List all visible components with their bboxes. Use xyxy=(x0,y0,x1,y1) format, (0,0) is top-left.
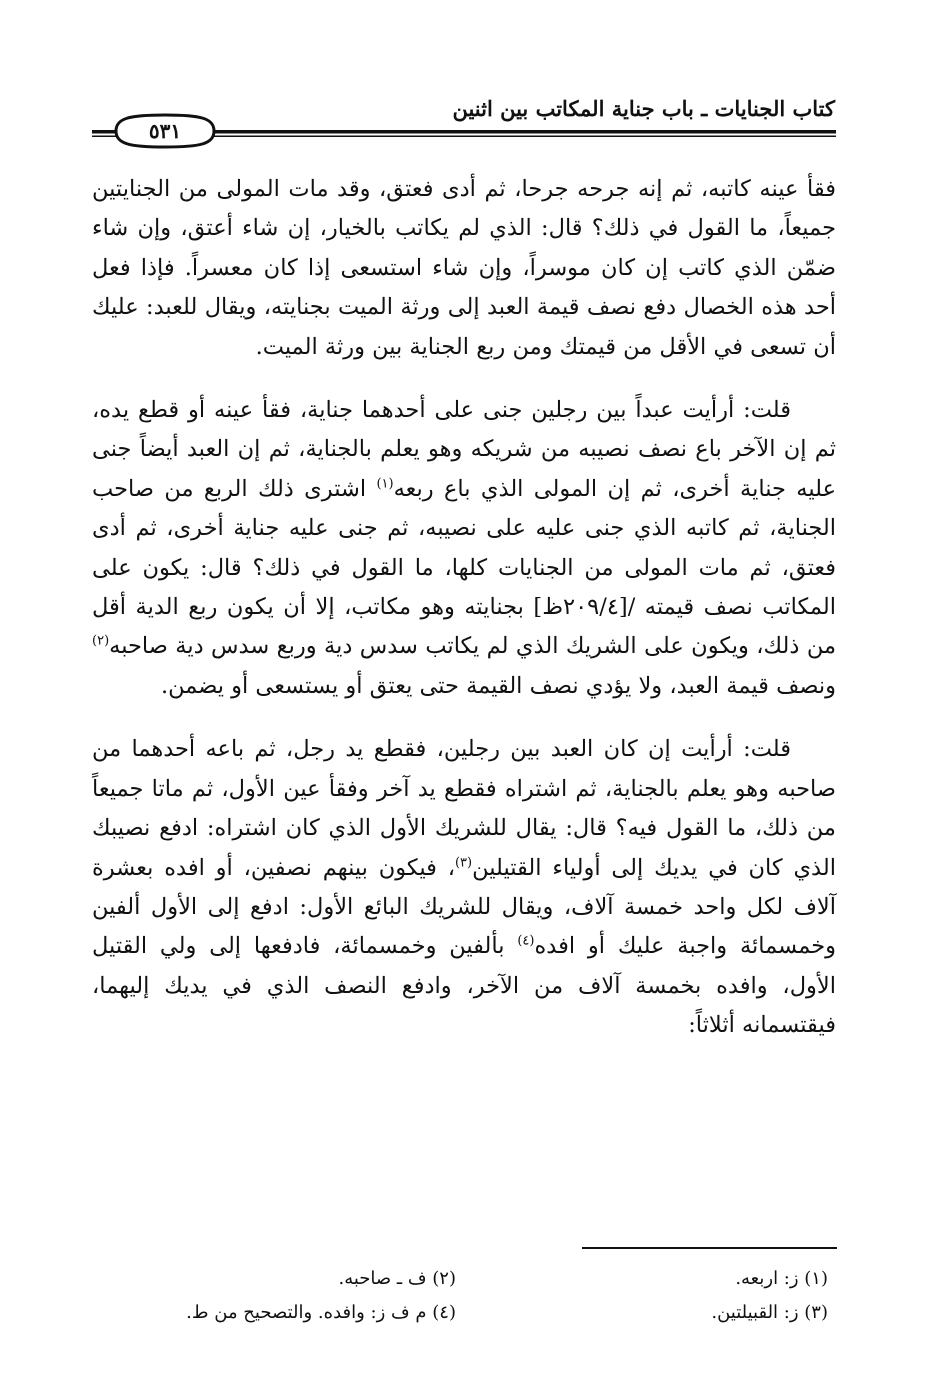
paragraph-text: ونصف قيمة العبد، ولا يؤدي نصف القيمة حتى يعتق أو يستسعى أو يضمن. xyxy=(160,672,836,699)
paragraph-text: قلت: أرأيت عبداً بين رجلين جنى على أحدهما جناية، فقأ عينه أو قطع يده، ثم إن الآخر باع نصف نصيبه من شريكه وهو يعلم بالجناية، ثم إن العبد أيضاً جنى عليه جناية أخرى، ثم إن المولى الذي باع ربعه xyxy=(92,397,836,502)
page-number: ٥٣١ xyxy=(148,119,182,143)
running-title: كتاب الجنايات ـ باب جناية المكاتب بين اثنين xyxy=(452,96,835,121)
footnotes xyxy=(92,1262,836,1330)
footnote-marker: (٤) xyxy=(517,933,535,949)
footnote-separator xyxy=(582,1247,837,1249)
footnote-row xyxy=(92,1296,836,1330)
footnote-marker: (٣) xyxy=(454,855,473,870)
paragraph-text: اشترى ذلك الربع من صاحب الجناية، ثم كاتبه الذي جنى عليه على نصيبه، ثم جنى عليه جناية أخرى، ثم أدى فعتق، ثم مات المولى من الجنايات كلها، ما القول في ذلك؟ قال: يكون على المكاتب نصف قيمته /[٢٠٩/٤ظ] بجنايته وهو مكاتب، إلا أن يكون ربع الدية أقل من ذلك، ويكون على الشريك الذي لم يكاتب سدس دية وربع سدس دية صاحبه xyxy=(92,475,836,660)
paragraph xyxy=(92,170,836,367)
footnote-marker: (١) xyxy=(376,476,394,492)
main-text xyxy=(92,170,836,1070)
footnote-2: (٢) ف ـ صاحبه. xyxy=(338,1268,456,1289)
paragraph xyxy=(92,730,836,1045)
footnote-4: (٤) م ف ز: وافده. والتصحيح من ط. xyxy=(186,1302,456,1323)
paragraph xyxy=(92,391,836,706)
footnote-marker: (٢) xyxy=(92,633,110,649)
footnote-3: (٣) ز: القبيلتين. xyxy=(711,1302,828,1323)
paragraph-text: فقأ عينه كاتبه، ثم إنه جرحه جرحا، ثم أدى فعتق، وقد مات المولى من الجنايتين جميعاً، ما القول في ذلك؟ قال: الذي لم يكاتب بالخيار، إن شاء أعتق، وإن شاء ضمّن الذي كاتب إن كان موسراً، وإن شاء استسعى إذا كان معسراً. فإذا فعل أحد هذه الخصال دفع نصف قيمة العبد إلى ورثة الميت بجنايته، ويقال للعبد: عليك أن تسعى في الأقل من قيمتك ومن ربع الجناية بين ورثة الميت. xyxy=(92,176,836,360)
paragraph-text: قلت: أرأيت إن كان العبد بين رجلين، فقطع يد رجل، ثم باعه أحدهما من صاحبه وهو يعلم بالجناية، ثم اشتراه فقطع يد آخر وفقأ عين الأول، ثم ماتا جميعاً من ذلك، ما القول فيه؟ قال: يقال للشريك الأول الذي كان اشتراه: ادفع نصيبك الذي كان في يديك إلى أولياء القتيلين xyxy=(92,736,836,881)
paragraph-text: بألفين وخمسمائة، فادفعها إلى ولي القتيل الأول، وافده بخمسة آلاف من الآخر، وادفع النصف الذي في يديك إليهما، فيقتسمانه أثلاثاً: xyxy=(92,933,836,1039)
footnote-row xyxy=(92,1262,836,1296)
footnote-1: (١) ز: اربعه. xyxy=(735,1268,828,1289)
paragraph-text: ، فيكون بينهم نصفين، أو افده بعشرة آلاف لكل واحد خمسة آلاف، ويقال للشريك البائع الأول: ادفع إلى الأول ألفين وخمسمائة واجبة عليك أو افده xyxy=(92,854,836,960)
